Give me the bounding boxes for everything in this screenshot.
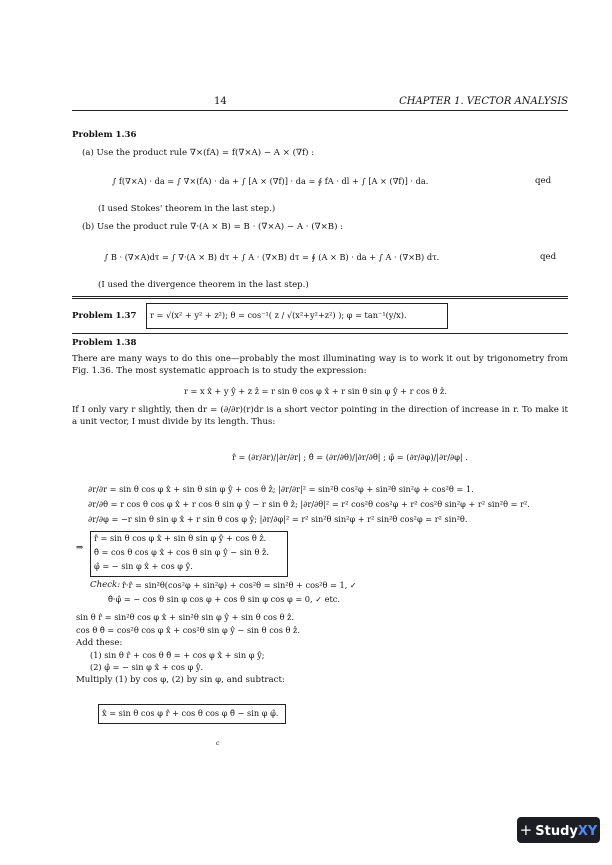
p136-a-intro: (a) Use the product rule ∇×(fA) = f(∇×A) − A × (∇f) : xyxy=(82,148,315,158)
divider xyxy=(72,298,568,299)
divider xyxy=(72,333,568,334)
p136-a-note: (I used Stokes' theorem in the last step.) xyxy=(98,204,276,214)
page-header xyxy=(72,96,568,111)
p138-check-2: θ̂·φ̂ = − cos θ sin φ cos φ + cos θ sin φ cos φ = 0, ✓ etc. xyxy=(108,594,340,604)
p138-derivative-theta: ∂r/∂θ = r cos θ cos φ x̂ + r cos θ sin φ ŷ − r sin θ ẑ; |∂r/∂θ|² = r² cos²θ cos²φ + r² cos²θ sin²φ + r² sin²θ = r². xyxy=(88,499,530,509)
p138-unit-r: r̂ = sin θ cos φ x̂ + sin θ sin φ ŷ + cos θ ẑ. xyxy=(94,533,267,543)
p138-unit-theta: θ̂ = cos θ cos φ x̂ + cos θ sin φ ŷ − sin θ ẑ. xyxy=(94,547,269,557)
divider xyxy=(72,296,568,297)
p138-derivative-r: ∂r/∂r = sin θ cos φ x̂ + sin θ sin φ ŷ + cos θ ẑ; |∂r/∂r|² = sin²θ cos²φ + sin²θ sin²φ + cos²θ = 1. xyxy=(88,484,474,494)
studyxy-logo xyxy=(517,817,600,843)
plus-icon: + xyxy=(519,821,533,839)
p138-sin-theta-r: sin θ r̂ = sin²θ cos φ x̂ + sin²θ sin φ ŷ + sin θ cos θ ẑ. xyxy=(76,612,295,622)
p138-intro: There are many ways to do this one—probably the most illuminating way is to work it out by trigonometry from Fig. 1.36. The most systematic approach is to study the expression: xyxy=(72,354,568,376)
p138-position-vector: r = x x̂ + y ŷ + z ẑ = r sin θ cos φ x̂ + r sin θ sin φ ŷ + r cos θ ẑ. xyxy=(184,386,447,396)
p138-cos-theta-theta: cos θ θ̂ = cos²θ cos φ x̂ + cos²θ sin φ ŷ − sin θ cos θ ẑ. xyxy=(76,625,300,635)
logo-accent: XY xyxy=(577,824,598,839)
p138-sum-1: (1) sin θ r̂ + cos θ θ̂ = + cos φ x̂ + sin φ ŷ; xyxy=(90,650,265,660)
implies-arrow: ⇒ xyxy=(76,543,84,553)
problem-1-36-title: Problem 1.36 xyxy=(72,130,137,140)
p136-a-qed: qed xyxy=(535,176,552,186)
p137-equation: r = √(x² + y² + z²); θ = cos⁻¹( z / √(x²+y²+z²) ); φ = tan⁻¹(y/x). xyxy=(150,310,407,320)
page-number: 14 xyxy=(214,96,227,107)
p136-b-equation: ∫ B · (∇×A)dτ = ∫ ∇·(A × B) dτ + ∫ A · (∇×B) dτ = ∮ (A × B) · da + ∫ A · (∇×B) dτ. xyxy=(104,252,440,262)
p136-b-qed: qed xyxy=(540,252,557,262)
problem-1-37-title: Problem 1.37 xyxy=(72,311,137,321)
p138-unit-phi: φ̂ = − sin φ x̂ + cos φ ŷ. xyxy=(94,561,193,571)
check-label: Check: xyxy=(90,580,121,590)
logo-text: Study xyxy=(535,824,578,839)
problem-1-38-title: Problem 1.38 xyxy=(72,338,137,348)
add-these-label: Add these: xyxy=(76,638,123,648)
p138-unit-vector-definition: r̂ = (∂r/∂r)/|∂r/∂r| ; θ̂ = (∂r/∂θ)/|∂r/∂θ| ; φ̂ = (∂r/∂φ)/|∂r/∂φ| . xyxy=(232,452,468,462)
p136-b-note: (I used the divergence theorem in the last step.) xyxy=(98,280,309,290)
footer-mark: c xyxy=(216,740,220,747)
p138-check-1: r̂·r̂ = sin²θ(cos²φ + sin²φ) + cos²θ = sin²θ + cos²θ = 1, ✓ xyxy=(122,580,357,590)
p138-final-result: x̂ = sin θ cos φ r̂ + cos θ cos φ θ̂ − sin φ φ̂. xyxy=(102,708,279,718)
p138-vary-text: If I only vary r slightly, then dr = (∂/∂r)(r)dr is a short vector pointing in the direction of increase in r. To make it a unit vector, I must divide by its length. Thus: xyxy=(72,405,568,427)
p138-derivative-phi: ∂r/∂φ = −r sin θ sin φ x̂ + r sin θ cos φ ŷ; |∂r/∂φ|² = r² sin²θ sin²φ + r² sin²θ cos²φ = r² sin²θ. xyxy=(88,514,468,524)
p136-b-intro: (b) Use the product rule ∇·(A × B) = B · (∇×A) − A · (∇×B) : xyxy=(82,222,344,232)
p138-sum-2: (2) φ̂ = − sin φ x̂ + cos φ ŷ. xyxy=(90,662,204,672)
multiply-instruction: Multiply (1) by cos φ, (2) by sin φ, and subtract: xyxy=(76,675,285,685)
chapter-title: CHAPTER 1. VECTOR ANALYSIS xyxy=(399,96,568,107)
p136-a-equation: ∫ f(∇×A) · da = ∫ ∇×(fA) · da + ∫ [A × (∇f)] · da = ∮ fA · dl + ∫ [A × (∇f)] · da. xyxy=(112,176,429,186)
